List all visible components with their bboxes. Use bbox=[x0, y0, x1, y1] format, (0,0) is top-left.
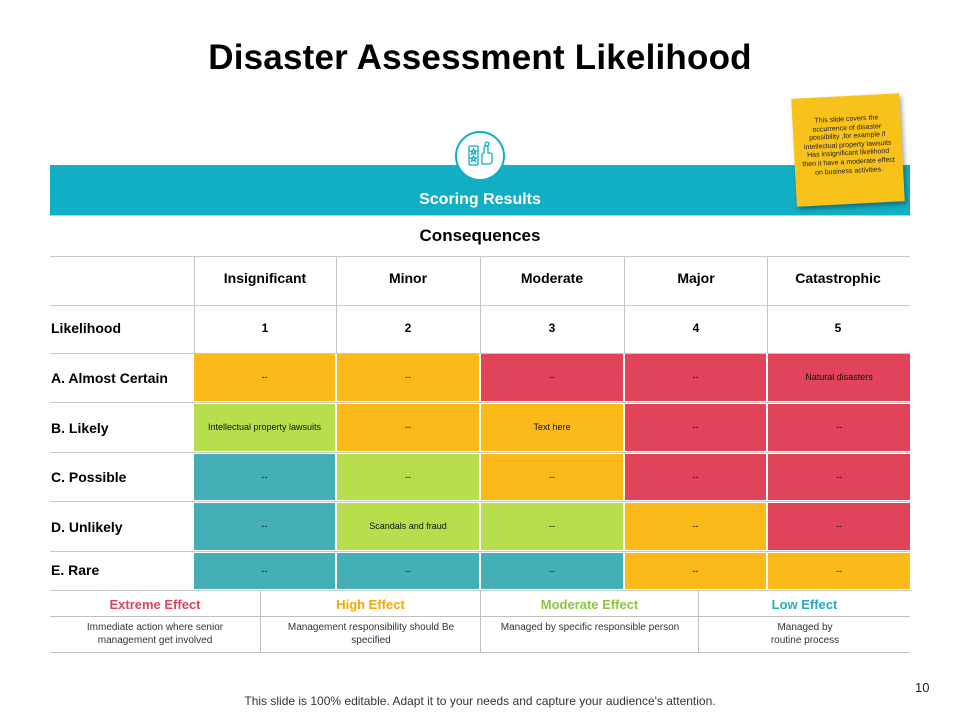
score-number: 4 bbox=[692, 321, 700, 335]
legend-desc-high: Management responsibility should Be specified bbox=[287, 622, 455, 646]
row-label-almost-certain: A. Almost Certain bbox=[51, 370, 168, 386]
matrix-cell: -- bbox=[337, 404, 479, 451]
matrix-cell: -- bbox=[481, 503, 623, 550]
matrix-cell: -- bbox=[768, 503, 910, 550]
legend-desc-extreme: Immediate action where senior management get involved bbox=[86, 622, 224, 646]
legend-divider bbox=[50, 652, 910, 653]
matrix-cell: -- bbox=[194, 503, 335, 550]
sticky-note-text bbox=[798, 114, 897, 179]
grid-line bbox=[50, 402, 910, 403]
column-header-major: Major bbox=[677, 270, 715, 286]
scoring-results-label: Scoring Results bbox=[419, 191, 541, 208]
matrix-cell: -- bbox=[768, 404, 910, 451]
matrix-cell: -- bbox=[481, 454, 623, 500]
matrix-cell: -- bbox=[625, 404, 766, 451]
consequences-label: Consequences bbox=[419, 226, 541, 245]
grid-line bbox=[50, 501, 910, 502]
matrix-cell: -- bbox=[194, 553, 335, 589]
page-title: Disaster Assessment Likelihood bbox=[208, 38, 752, 77]
legend-title-extreme: Extreme Effect bbox=[109, 597, 201, 612]
score-number: 2 bbox=[404, 321, 412, 335]
matrix-cell: Natural disasters bbox=[768, 354, 910, 401]
legend-title-high: High Effect bbox=[336, 597, 405, 612]
matrix-cell: -- bbox=[194, 454, 335, 500]
grid-line bbox=[50, 551, 910, 552]
score-number: 5 bbox=[834, 321, 842, 335]
column-header-catastrophic: Catastrophic bbox=[795, 270, 881, 286]
matrix-cell: -- bbox=[481, 553, 623, 589]
page-number: 10 bbox=[915, 680, 930, 695]
likelihood-label: Likelihood bbox=[51, 320, 121, 336]
row-label-rare: E. Rare bbox=[51, 562, 100, 578]
matrix-cell: Intellectual property lawsuits bbox=[194, 404, 335, 451]
matrix-cell: Scandals and fraud bbox=[337, 503, 479, 550]
legend-title-moderate: Moderate Effect bbox=[540, 597, 639, 612]
column-header-moderate: Moderate bbox=[520, 270, 584, 286]
row-label-likely: B. Likely bbox=[51, 420, 109, 436]
legend-desc-moderate: Managed by specific responsible person bbox=[500, 622, 680, 633]
matrix-cell: -- bbox=[337, 553, 479, 589]
score-number: 3 bbox=[548, 321, 556, 335]
matrix-cell: -- bbox=[625, 503, 766, 550]
row-label-possible: C. Possible bbox=[51, 469, 127, 485]
matrix-cell: Text here bbox=[481, 404, 623, 451]
matrix-cell: -- bbox=[625, 354, 766, 401]
matrix-cell: -- bbox=[768, 553, 910, 589]
matrix-cell: -- bbox=[337, 354, 479, 401]
matrix-cell: -- bbox=[481, 354, 623, 401]
matrix-cell: -- bbox=[337, 454, 479, 500]
matrix-cell: -- bbox=[194, 354, 335, 401]
sticky-note-line-2: Has insignificant likelihood then it have a moderate effect on business activities. bbox=[802, 148, 896, 177]
legend-desc-low: Managed by routine process bbox=[770, 622, 840, 646]
score-number: 1 bbox=[261, 321, 269, 335]
sticky-note bbox=[791, 93, 905, 207]
grid-line bbox=[50, 215, 910, 216]
column-header-insignificant: Insignificant bbox=[223, 270, 307, 286]
legend-title-low: Low Effect bbox=[771, 597, 838, 612]
sticky-note-line-1: This slide covers the occurrence of disaster possibility ,for example if intellectual property lawsuits bbox=[803, 114, 892, 152]
grid-line bbox=[50, 452, 910, 453]
awards-badge-icon bbox=[455, 131, 505, 181]
matrix-cell: -- bbox=[625, 454, 766, 500]
row-label-unlikely: D. Unlikely bbox=[51, 519, 123, 535]
matrix-cell: -- bbox=[625, 553, 766, 589]
matrix-cell: -- bbox=[768, 454, 910, 500]
column-header-minor: Minor bbox=[388, 270, 428, 286]
footer-text: This slide is 100% editable. Adapt it to your needs and capture your audience's attention. bbox=[244, 694, 716, 708]
